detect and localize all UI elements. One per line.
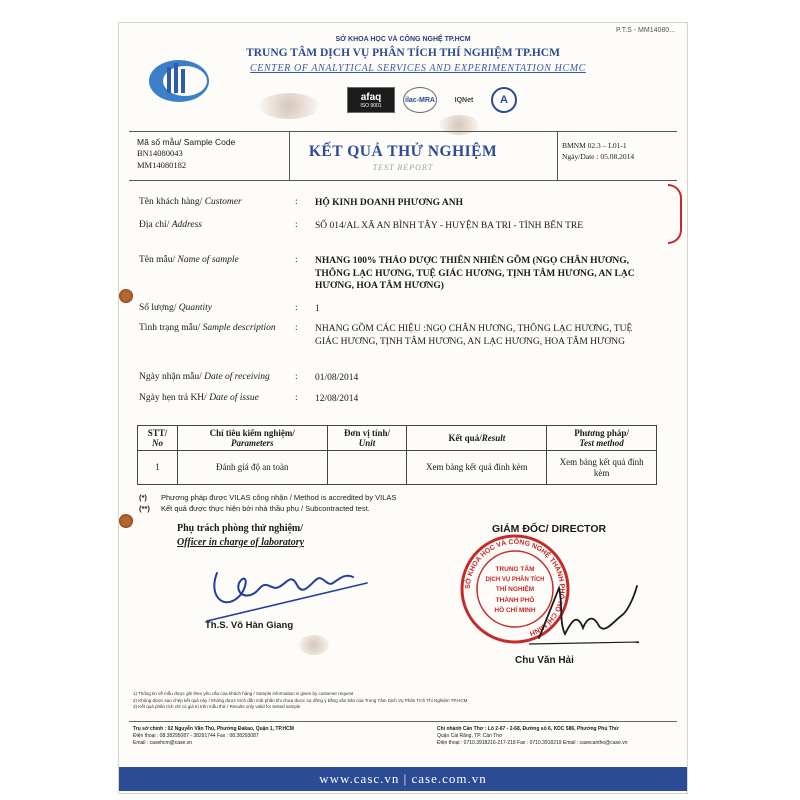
issue-date-value: 12/08/2014: [315, 394, 359, 404]
results-table: [137, 425, 657, 485]
form-code: P.T.S - MM14080...: [615, 27, 675, 34]
director-name: Chu Văn Hải: [515, 655, 574, 666]
edge-stamp-fragment: [668, 184, 682, 244]
field-colon: :: [295, 393, 298, 403]
center-name-vi: TRUNG TÂM DỊCH VỤ PHÂN TÍCH THÍ NGHIỆM TP.HCM: [246, 47, 560, 59]
branch-line: Điện thoại : 0710.3918216-217-218 Fax : 0710.3918219 Email : casecantho@case.vn: [437, 740, 628, 746]
ilac-mra-logo: ilac-MRA: [403, 87, 437, 113]
col-header-result: Kết quả/Result: [407, 426, 547, 451]
issue-date-label: Ngày hẹn trả KH/ Date of issue: [139, 393, 259, 403]
address-value: SỐ 014/AL XÃ AN BÌNH TÂY - HUYỆN BA TRI - TỈNH BẾN TRE: [315, 221, 584, 231]
sample-code-2: MM14080182: [137, 160, 187, 170]
fine-print-line: 3) Kết quả phân tích chỉ có giá trị trên mẫu thử / Results only valid for tested sample: [133, 704, 301, 709]
director-title: GIÁM ĐỐC/ DIRECTOR: [492, 523, 607, 535]
ministry-name: SỞ KHOA HỌC VÀ CÔNG NGHỆ TP.HCM: [335, 36, 471, 43]
report-date: Ngày/Date : 05.08.2014: [562, 152, 635, 161]
field-colon: :: [295, 372, 298, 382]
quantity-value: 1: [315, 304, 320, 314]
punch-hole: [119, 514, 133, 528]
svg-text:HỒ CHÍ MINH: HỒ CHÍ MINH: [494, 607, 536, 614]
officer-name: Th.S. Võ Hàn Giang: [205, 620, 294, 631]
fine-print-line: 2) Không được sao chép kết quả này / Không được trích dẫn một phần khi chưa được sự đồng ý bằng văn bản của Trung Tâm Dịch Vụ Phân Tích Thí Nghiệm TP.HCM: [133, 697, 468, 703]
svg-text:THÍ NGHIỆM: THÍ NGHIỆM: [495, 586, 535, 593]
cell-result: Xem bảng kết quả đính kèm: [407, 451, 547, 485]
field-colon: :: [295, 323, 298, 333]
table-header-row: [138, 426, 657, 451]
branch-address: [437, 726, 687, 747]
note-vilas: (*) Phương pháp được VILAS công nhận / Method is accredited by VILAS: [139, 493, 397, 502]
col-header-unit: Đơn vị tính/ Unit: [327, 426, 407, 451]
fine-print-line: 1) Thông tin về mẫu được ghi theo yêu cầu của khách hàng / Sample information is given by customer request: [133, 691, 354, 696]
casc-logo: [145, 55, 213, 105]
paper-stain: [259, 93, 319, 119]
customer-value: HỘ KINH DOANH PHƯƠNG ANH: [315, 198, 463, 208]
hq-line: Điện thoại : 08.38295087 - 38291744 Fax : 08.38293087: [133, 733, 259, 739]
svg-text:DỊCH VỤ PHÂN TÍCH: DỊCH VỤ PHÂN TÍCH: [485, 577, 545, 583]
address-label: Địa chỉ/ Address: [139, 220, 202, 230]
field-colon: :: [295, 303, 298, 313]
iqnet-logo: IQNet: [454, 96, 474, 104]
officer-signature: [187, 543, 377, 623]
hq-line: Trụ sở chính : 02 Nguyễn Văn Thủ, Phường Đakao, Quận 1, TP.HCM: [133, 726, 294, 732]
director-signature: [529, 578, 639, 648]
sample-code-1: BN14080043: [137, 148, 183, 158]
col-header-no: STT/ No: [138, 426, 178, 451]
receive-date-label: Ngày nhận mẫu/ Date of receiving: [139, 372, 270, 382]
officer-title-en: Officer in charge of laboratory: [177, 537, 305, 548]
branch-line: Chi nhánh Cần Thơ : Lô 2-67 - 2-68, Đường số 6, KDC 586, Phường Phú Thứ: [437, 726, 619, 732]
field-colon: :: [295, 220, 298, 230]
svg-text:SỞ KHOA HỌC VÀ CÔNG NGHỆ THÀNH: SỞ KHOA HỌC VÀ CÔNG NGHỆ THÀNH PHỐ HỒ CHÍ MINH: [464, 538, 566, 637]
certification-logos: [347, 87, 517, 113]
sample-name-label: Tên mẫu/ Name of sample: [139, 255, 239, 265]
afaq-iso-label: ISO 9001: [360, 102, 382, 109]
sample-code-label: Mã số mẫu/ Sample Code: [137, 137, 236, 147]
receive-date-value: 01/08/2014: [315, 373, 359, 383]
report-title-en: TEST REPORT: [372, 163, 434, 172]
paper-stain: [299, 635, 329, 655]
svg-text:THÀNH PHỐ: THÀNH PHỐ: [495, 597, 535, 604]
table-row: [138, 451, 657, 485]
customer-label: Tên khách hàng/ Customer: [139, 197, 242, 207]
col-header-method: Phương pháp/ Test method: [547, 426, 657, 451]
cell-method: Xem bảng kết quả đính kèm: [547, 451, 657, 485]
report-title: KẾT QUẢ THỬ NGHIỆM: [308, 143, 498, 160]
quantity-label: Số lượng/ Quantity: [139, 303, 212, 313]
sample-name-value: NHANG 100% THẢO DƯỢC THIÊN NHIÊN GỒM (NGỌ CHÂN HƯƠNG, THÔNG LẠC HƯƠNG, TUỆ GIÁC HƯƠNG, TỊNH TÂM HƯƠNG, AN LẠC HƯƠNG, HOA TÂM HƯƠNG): [315, 256, 635, 291]
center-name-en: CENTER OF ANALYTICAL SERVICES AND EXPERIMENTATION HCMC: [250, 63, 586, 74]
col-header-parameters: Chỉ tiêu kiểm nghiệm/ Parameters: [177, 426, 327, 451]
fine-print: [133, 691, 673, 711]
note-subcontract: (**) Kết quả được thực hiện bởi nhà thầu phụ / Subcontracted test.: [139, 504, 370, 513]
svg-text:TRUNG TÂM: TRUNG TÂM: [495, 566, 535, 573]
accreditation-logo: A: [491, 87, 517, 113]
sample-description-label: Tình trạng mẫu/ Sample description: [139, 323, 276, 333]
officer-title: Phụ trách phòng thử nghiệm/: [177, 523, 304, 534]
hq-line: Email : casehcm@case.vn: [133, 740, 192, 746]
field-colon: :: [295, 197, 298, 207]
cell-parameter: Đánh giá độ an toàn: [177, 451, 327, 485]
punch-hole: [119, 289, 133, 303]
cell-unit: [327, 451, 407, 485]
footer-divider: [129, 721, 677, 722]
test-report-document: [118, 22, 688, 794]
cell-no: 1: [138, 451, 178, 485]
sample-description-value: NHANG GỒM CÁC HIỆU :NGỌ CHÂN HƯƠNG, THÔNG LẠC HƯƠNG, TUỆ GIÁC HƯƠNG, TỊNH TÂM HƯƠNG, AN LẠC HƯƠNG, HOA TÂM HƯƠNG: [315, 324, 633, 347]
afaq-label: afaq: [360, 91, 382, 103]
headquarters-address: [133, 726, 403, 747]
branch-line: Quận Cái Răng, TP. Cần Thơ: [437, 733, 503, 739]
website-banner[interactable]: www.casc.vn | case.com.vn: [119, 767, 687, 791]
afaq-iso-logo: [347, 87, 395, 113]
field-colon: :: [295, 255, 298, 265]
form-number: BMNM 02.3 – L01-1: [562, 141, 627, 150]
